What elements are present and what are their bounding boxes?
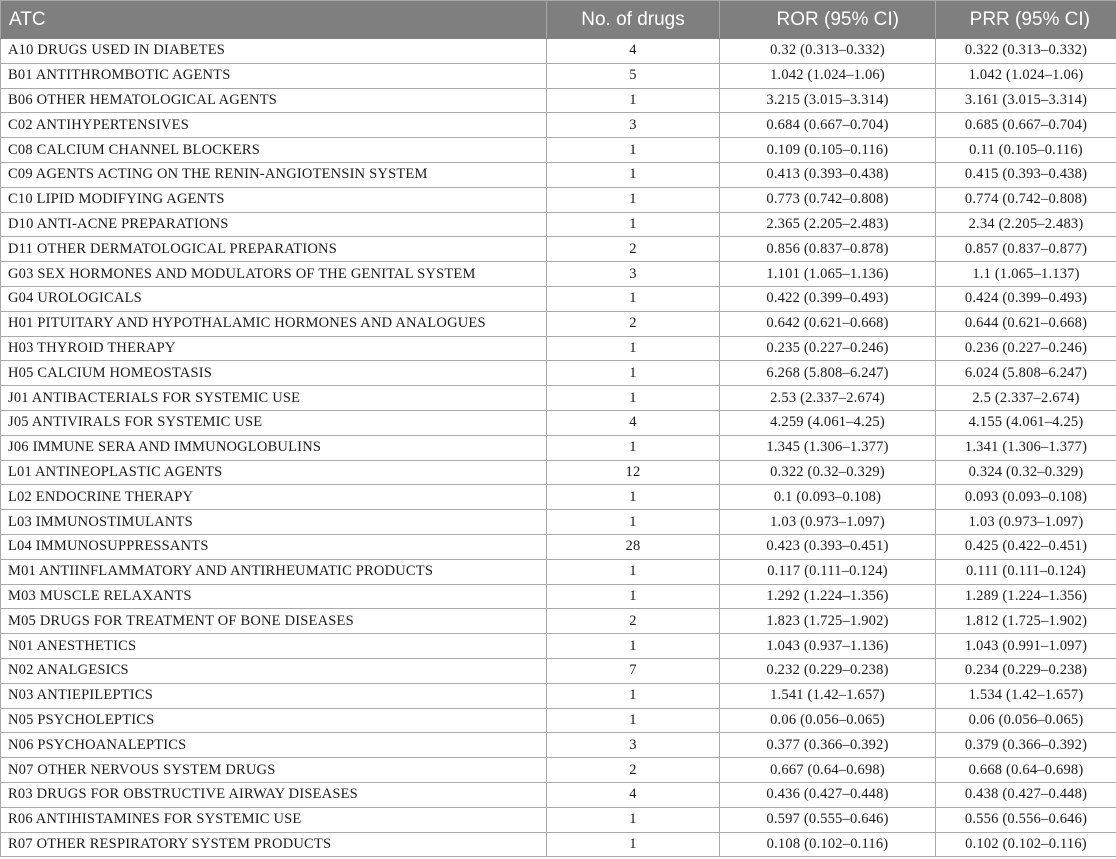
cell-no-of-drugs: 3 xyxy=(547,733,720,758)
cell-atc: N06 PSYCHOANALEPTICS xyxy=(1,733,547,758)
table-row xyxy=(1,708,1116,733)
header-ror: ROR (95% CI) xyxy=(720,1,936,39)
cell-ror: 1.101 (1.065–1.136) xyxy=(720,262,936,287)
table-row xyxy=(1,634,1116,659)
cell-prr: 1.1 (1.065–1.137) xyxy=(936,262,1116,287)
cell-ror: 1.345 (1.306–1.377) xyxy=(720,435,936,460)
cell-prr: 0.424 (0.399–0.493) xyxy=(936,286,1116,311)
cell-ror: 0.684 (0.667–0.704) xyxy=(720,113,936,138)
table-row xyxy=(1,683,1116,708)
cell-atc: J01 ANTIBACTERIALS FOR SYSTEMIC USE xyxy=(1,386,547,411)
cell-atc: G03 SEX HORMONES AND MODULATORS OF THE GENITAL SYSTEM xyxy=(1,262,547,287)
cell-no-of-drugs: 1 xyxy=(547,88,720,113)
cell-ror: 2.53 (2.337–2.674) xyxy=(720,386,936,411)
cell-ror: 0.108 (0.102–0.116) xyxy=(720,832,936,857)
cell-no-of-drugs: 1 xyxy=(547,187,720,212)
table-row xyxy=(1,485,1116,510)
cell-prr: 1.042 (1.024–1.06) xyxy=(936,63,1116,88)
cell-atc: C02 ANTIHYPERTENSIVES xyxy=(1,113,547,138)
cell-atc: J06 IMMUNE SERA AND IMMUNOGLOBULINS xyxy=(1,435,547,460)
cell-no-of-drugs: 1 xyxy=(547,386,720,411)
cell-atc: N01 ANESTHETICS xyxy=(1,634,547,659)
table-row xyxy=(1,559,1116,584)
table-row xyxy=(1,609,1116,634)
cell-prr: 0.06 (0.056–0.065) xyxy=(936,708,1116,733)
table-row xyxy=(1,63,1116,88)
cell-no-of-drugs: 1 xyxy=(547,212,720,237)
cell-ror: 1.823 (1.725–1.902) xyxy=(720,609,936,634)
table-row xyxy=(1,386,1116,411)
cell-atc: C08 CALCIUM CHANNEL BLOCKERS xyxy=(1,138,547,163)
cell-ror: 0.1 (0.093–0.108) xyxy=(720,485,936,510)
cell-prr: 4.155 (4.061–4.25) xyxy=(936,410,1116,435)
cell-no-of-drugs: 1 xyxy=(547,138,720,163)
cell-atc: L01 ANTINEOPLASTIC AGENTS xyxy=(1,460,547,485)
table-row xyxy=(1,88,1116,113)
cell-ror: 1.042 (1.024–1.06) xyxy=(720,63,936,88)
cell-ror: 0.436 (0.427–0.448) xyxy=(720,782,936,807)
table-row xyxy=(1,212,1116,237)
table-row xyxy=(1,262,1116,287)
header-prr: PRR (95% CI) xyxy=(936,1,1116,39)
cell-no-of-drugs: 3 xyxy=(547,262,720,287)
cell-atc: D10 ANTI-ACNE PREPARATIONS xyxy=(1,212,547,237)
cell-no-of-drugs: 2 xyxy=(547,237,720,262)
cell-ror: 0.235 (0.227–0.246) xyxy=(720,336,936,361)
cell-prr: 0.324 (0.32–0.329) xyxy=(936,460,1116,485)
cell-prr: 0.438 (0.427–0.448) xyxy=(936,782,1116,807)
cell-prr: 1.03 (0.973–1.097) xyxy=(936,510,1116,535)
table-row xyxy=(1,187,1116,212)
cell-atc: N02 ANALGESICS xyxy=(1,658,547,683)
table-row xyxy=(1,162,1116,187)
table-row xyxy=(1,534,1116,559)
cell-no-of-drugs: 7 xyxy=(547,658,720,683)
table-row xyxy=(1,410,1116,435)
table-row xyxy=(1,361,1116,386)
cell-prr: 0.425 (0.422–0.451) xyxy=(936,534,1116,559)
table-row xyxy=(1,311,1116,336)
cell-no-of-drugs: 1 xyxy=(547,683,720,708)
cell-prr: 0.11 (0.105–0.116) xyxy=(936,138,1116,163)
cell-atc: A10 DRUGS USED IN DIABETES xyxy=(1,39,547,64)
cell-ror: 1.03 (0.973–1.097) xyxy=(720,510,936,535)
table-row xyxy=(1,733,1116,758)
cell-no-of-drugs: 1 xyxy=(547,634,720,659)
header-no-of-drugs: No. of drugs xyxy=(547,1,720,39)
cell-no-of-drugs: 1 xyxy=(547,286,720,311)
cell-ror: 0.109 (0.105–0.116) xyxy=(720,138,936,163)
table-row xyxy=(1,758,1116,783)
cell-no-of-drugs: 1 xyxy=(547,336,720,361)
cell-atc: H03 THYROID THERAPY xyxy=(1,336,547,361)
cell-prr: 0.102 (0.102–0.116) xyxy=(936,832,1116,857)
cell-ror: 0.117 (0.111–0.124) xyxy=(720,559,936,584)
table-row xyxy=(1,138,1116,163)
cell-ror: 0.856 (0.837–0.878) xyxy=(720,237,936,262)
cell-no-of-drugs: 1 xyxy=(547,485,720,510)
table-row xyxy=(1,584,1116,609)
cell-atc: B01 ANTITHROMBOTIC AGENTS xyxy=(1,63,547,88)
cell-ror: 0.642 (0.621–0.668) xyxy=(720,311,936,336)
cell-atc: M03 MUSCLE RELAXANTS xyxy=(1,584,547,609)
cell-ror: 0.423 (0.393–0.451) xyxy=(720,534,936,559)
table-row xyxy=(1,832,1116,857)
cell-prr: 0.093 (0.093–0.108) xyxy=(936,485,1116,510)
cell-ror: 0.413 (0.393–0.438) xyxy=(720,162,936,187)
header-atc: ATC xyxy=(1,1,547,39)
cell-no-of-drugs: 1 xyxy=(547,510,720,535)
cell-ror: 1.043 (0.937–1.136) xyxy=(720,634,936,659)
cell-atc: M05 DRUGS FOR TREATMENT OF BONE DISEASES xyxy=(1,609,547,634)
cell-ror: 0.32 (0.313–0.332) xyxy=(720,39,936,64)
cell-no-of-drugs: 1 xyxy=(547,435,720,460)
cell-prr: 1.043 (0.991–1.097) xyxy=(936,634,1116,659)
cell-ror: 0.06 (0.056–0.065) xyxy=(720,708,936,733)
cell-prr: 1.341 (1.306–1.377) xyxy=(936,435,1116,460)
cell-ror: 0.232 (0.229–0.238) xyxy=(720,658,936,683)
cell-no-of-drugs: 4 xyxy=(547,39,720,64)
cell-atc: J05 ANTIVIRALS FOR SYSTEMIC USE xyxy=(1,410,547,435)
cell-no-of-drugs: 5 xyxy=(547,63,720,88)
cell-atc: H05 CALCIUM HOMEOSTASIS xyxy=(1,361,547,386)
cell-atc: L03 IMMUNOSTIMULANTS xyxy=(1,510,547,535)
cell-no-of-drugs: 2 xyxy=(547,311,720,336)
cell-atc: R07 OTHER RESPIRATORY SYSTEM PRODUCTS xyxy=(1,832,547,857)
cell-atc: R03 DRUGS FOR OBSTRUCTIVE AIRWAY DISEASES xyxy=(1,782,547,807)
cell-prr: 1.289 (1.224–1.356) xyxy=(936,584,1116,609)
cell-prr: 0.415 (0.393–0.438) xyxy=(936,162,1116,187)
cell-atc: M01 ANTIINFLAMMATORY AND ANTIRHEUMATIC PRODUCTS xyxy=(1,559,547,584)
cell-ror: 3.215 (3.015–3.314) xyxy=(720,88,936,113)
cell-no-of-drugs: 1 xyxy=(547,584,720,609)
cell-ror: 0.377 (0.366–0.392) xyxy=(720,733,936,758)
cell-prr: 0.685 (0.667–0.704) xyxy=(936,113,1116,138)
cell-prr: 0.379 (0.366–0.392) xyxy=(936,733,1116,758)
table-row xyxy=(1,39,1116,64)
cell-prr: 0.774 (0.742–0.808) xyxy=(936,187,1116,212)
table-row xyxy=(1,807,1116,832)
table-row xyxy=(1,113,1116,138)
table-row xyxy=(1,336,1116,361)
cell-no-of-drugs: 2 xyxy=(547,609,720,634)
cell-prr: 0.236 (0.227–0.246) xyxy=(936,336,1116,361)
cell-no-of-drugs: 1 xyxy=(547,361,720,386)
cell-atc: C09 AGENTS ACTING ON THE RENIN-ANGIOTENSIN SYSTEM xyxy=(1,162,547,187)
table-row xyxy=(1,286,1116,311)
cell-ror: 0.773 (0.742–0.808) xyxy=(720,187,936,212)
cell-no-of-drugs: 12 xyxy=(547,460,720,485)
cell-no-of-drugs: 1 xyxy=(547,162,720,187)
table-row xyxy=(1,658,1116,683)
cell-prr: 1.534 (1.42–1.657) xyxy=(936,683,1116,708)
cell-atc: L04 IMMUNOSUPPRESSANTS xyxy=(1,534,547,559)
cell-atc: B06 OTHER HEMATOLOGICAL AGENTS xyxy=(1,88,547,113)
cell-prr: 2.5 (2.337–2.674) xyxy=(936,386,1116,411)
cell-no-of-drugs: 1 xyxy=(547,708,720,733)
cell-no-of-drugs: 1 xyxy=(547,807,720,832)
cell-prr: 6.024 (5.808–6.247) xyxy=(936,361,1116,386)
cell-ror: 6.268 (5.808–6.247) xyxy=(720,361,936,386)
cell-no-of-drugs: 2 xyxy=(547,758,720,783)
cell-prr: 0.111 (0.111–0.124) xyxy=(936,559,1116,584)
cell-prr: 0.644 (0.621–0.668) xyxy=(936,311,1116,336)
cell-ror: 1.541 (1.42–1.657) xyxy=(720,683,936,708)
cell-ror: 0.597 (0.555–0.646) xyxy=(720,807,936,832)
cell-prr: 0.556 (0.556–0.646) xyxy=(936,807,1116,832)
cell-atc: N03 ANTIEPILEPTICS xyxy=(1,683,547,708)
cell-atc: H01 PITUITARY AND HYPOTHALAMIC HORMONES AND ANALOGUES xyxy=(1,311,547,336)
cell-prr: 0.857 (0.837–0.877) xyxy=(936,237,1116,262)
table-row xyxy=(1,510,1116,535)
cell-atc: N07 OTHER NERVOUS SYSTEM DRUGS xyxy=(1,758,547,783)
cell-ror: 1.292 (1.224–1.356) xyxy=(720,584,936,609)
cell-atc: R06 ANTIHISTAMINES FOR SYSTEMIC USE xyxy=(1,807,547,832)
cell-no-of-drugs: 1 xyxy=(547,559,720,584)
header-row xyxy=(1,1,1116,39)
cell-no-of-drugs: 28 xyxy=(547,534,720,559)
cell-no-of-drugs: 3 xyxy=(547,113,720,138)
cell-atc: L02 ENDOCRINE THERAPY xyxy=(1,485,547,510)
table-row xyxy=(1,782,1116,807)
cell-ror: 2.365 (2.205–2.483) xyxy=(720,212,936,237)
cell-ror: 0.422 (0.399–0.493) xyxy=(720,286,936,311)
cell-atc: D11 OTHER DERMATOLOGICAL PREPARATIONS xyxy=(1,237,547,262)
cell-no-of-drugs: 4 xyxy=(547,782,720,807)
cell-no-of-drugs: 1 xyxy=(547,832,720,857)
cell-prr: 3.161 (3.015–3.314) xyxy=(936,88,1116,113)
table-row xyxy=(1,460,1116,485)
cell-atc: N05 PSYCHOLEPTICS xyxy=(1,708,547,733)
cell-ror: 0.667 (0.64–0.698) xyxy=(720,758,936,783)
table-row xyxy=(1,435,1116,460)
cell-ror: 4.259 (4.061–4.25) xyxy=(720,410,936,435)
cell-ror: 0.322 (0.32–0.329) xyxy=(720,460,936,485)
cell-atc: G04 UROLOGICALS xyxy=(1,286,547,311)
cell-atc: C10 LIPID MODIFYING AGENTS xyxy=(1,187,547,212)
cell-prr: 1.812 (1.725–1.902) xyxy=(936,609,1116,634)
cell-prr: 0.322 (0.313–0.332) xyxy=(936,39,1116,64)
table-body xyxy=(1,39,1116,857)
cell-prr: 0.668 (0.64–0.698) xyxy=(936,758,1116,783)
cell-prr: 2.34 (2.205–2.483) xyxy=(936,212,1116,237)
cell-no-of-drugs: 4 xyxy=(547,410,720,435)
cell-prr: 0.234 (0.229–0.238) xyxy=(936,658,1116,683)
table-row xyxy=(1,237,1116,262)
